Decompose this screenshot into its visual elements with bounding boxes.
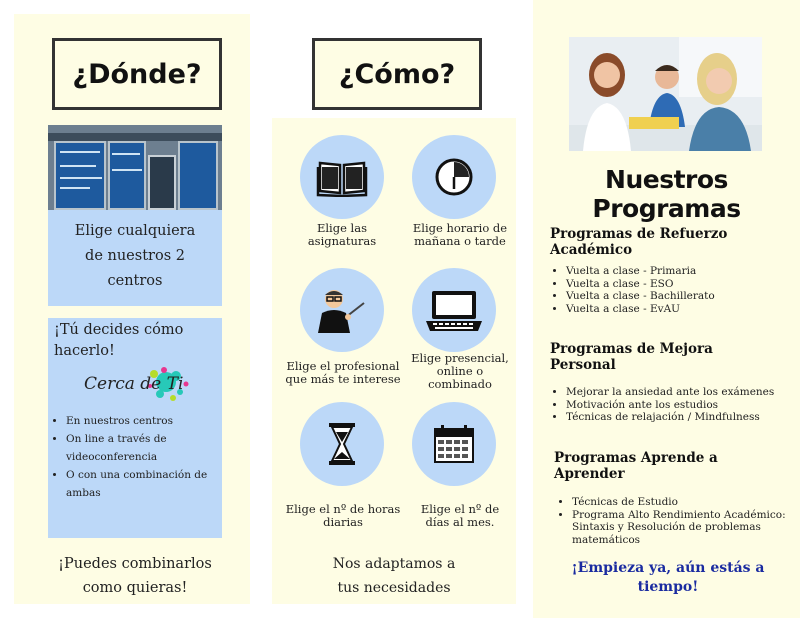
centers-box: [48, 210, 222, 306]
list-item: • Programa Alto Rendimiento Académico: Sintaxis y Resolución de problemas matemáticos: [572, 509, 792, 547]
section-list: [566, 386, 791, 424]
decide-heading: ¡Tú decides cómo hacerlo!: [54, 322, 184, 359]
book-icon: [300, 135, 384, 219]
list-item: • Vuelta a clase - Bachillerato: [566, 290, 776, 303]
list-item: • Motivación ante los estudios: [566, 399, 791, 412]
section-list: [572, 496, 792, 546]
cerca-de-ti-text: Cerca de Ti: [84, 374, 184, 394]
item-caption: Elige el nº de horas diarias: [285, 502, 401, 529]
how-title: ¿Cómo?: [312, 38, 482, 110]
item-caption: Elige las asignaturas: [307, 221, 377, 248]
list-item: • Técnicas de Estudio: [572, 496, 792, 509]
centers-text: Elige cualquiera de nuestros 2 centros: [74, 223, 196, 289]
laptop-icon: [412, 268, 496, 352]
options-list: [66, 412, 220, 502]
cerca-de-ti-logo: [78, 364, 193, 404]
combine-text: ¡Puedes combinarlos como quieras!: [58, 556, 212, 596]
adapt-text: [272, 552, 516, 600]
item-caption: Elige presencial, online o combinado: [411, 351, 509, 391]
item-caption: Elige el nº de días al mes.: [420, 502, 500, 529]
where-title: ¿Dónde?: [52, 38, 222, 110]
list-item: • Técnicas de relajación / Mindfulness: [566, 411, 791, 424]
list-item: • Vuelta a clase - Primaria: [566, 265, 776, 278]
list-item: • Vuelta a clase - EvAU: [566, 303, 776, 316]
item-caption: Elige el profesional que más te interese: [285, 359, 401, 386]
list-item: • En nuestros centros: [66, 412, 220, 430]
call-to-action: [548, 559, 788, 597]
list-item: • On line a través de videoconferencia: [66, 430, 220, 466]
list-item: • Vuelta a clase - ESO: [566, 278, 776, 291]
cta-text: ¡Empieza ya, aún estás a tiempo!: [571, 560, 765, 595]
clock-icon: [412, 135, 496, 219]
calendar-icon: [412, 402, 496, 486]
list-item: • O con una combinación de ambas: [66, 466, 220, 502]
list-item: • Mejorar la ansiedad ante los exámenes: [566, 386, 791, 399]
hourglass-icon: [300, 402, 384, 486]
section-title: Programas de Refuerzo Académico: [550, 226, 728, 258]
students-photo: [569, 37, 762, 151]
decide-box: [48, 318, 222, 538]
programs-title: Nuestros Programas: [592, 165, 741, 223]
storefront-photo: [48, 125, 222, 210]
section-title: Programas Aprende a Aprender: [554, 450, 718, 482]
section-list: [566, 265, 776, 315]
section-title: Programas de Mejora Personal: [550, 341, 713, 373]
teacher-icon: [300, 268, 384, 352]
item-caption: Elige horario de mañana o tarde: [412, 221, 508, 248]
adapt-text-label: Nos adaptamos a tus necesidades: [332, 556, 456, 596]
